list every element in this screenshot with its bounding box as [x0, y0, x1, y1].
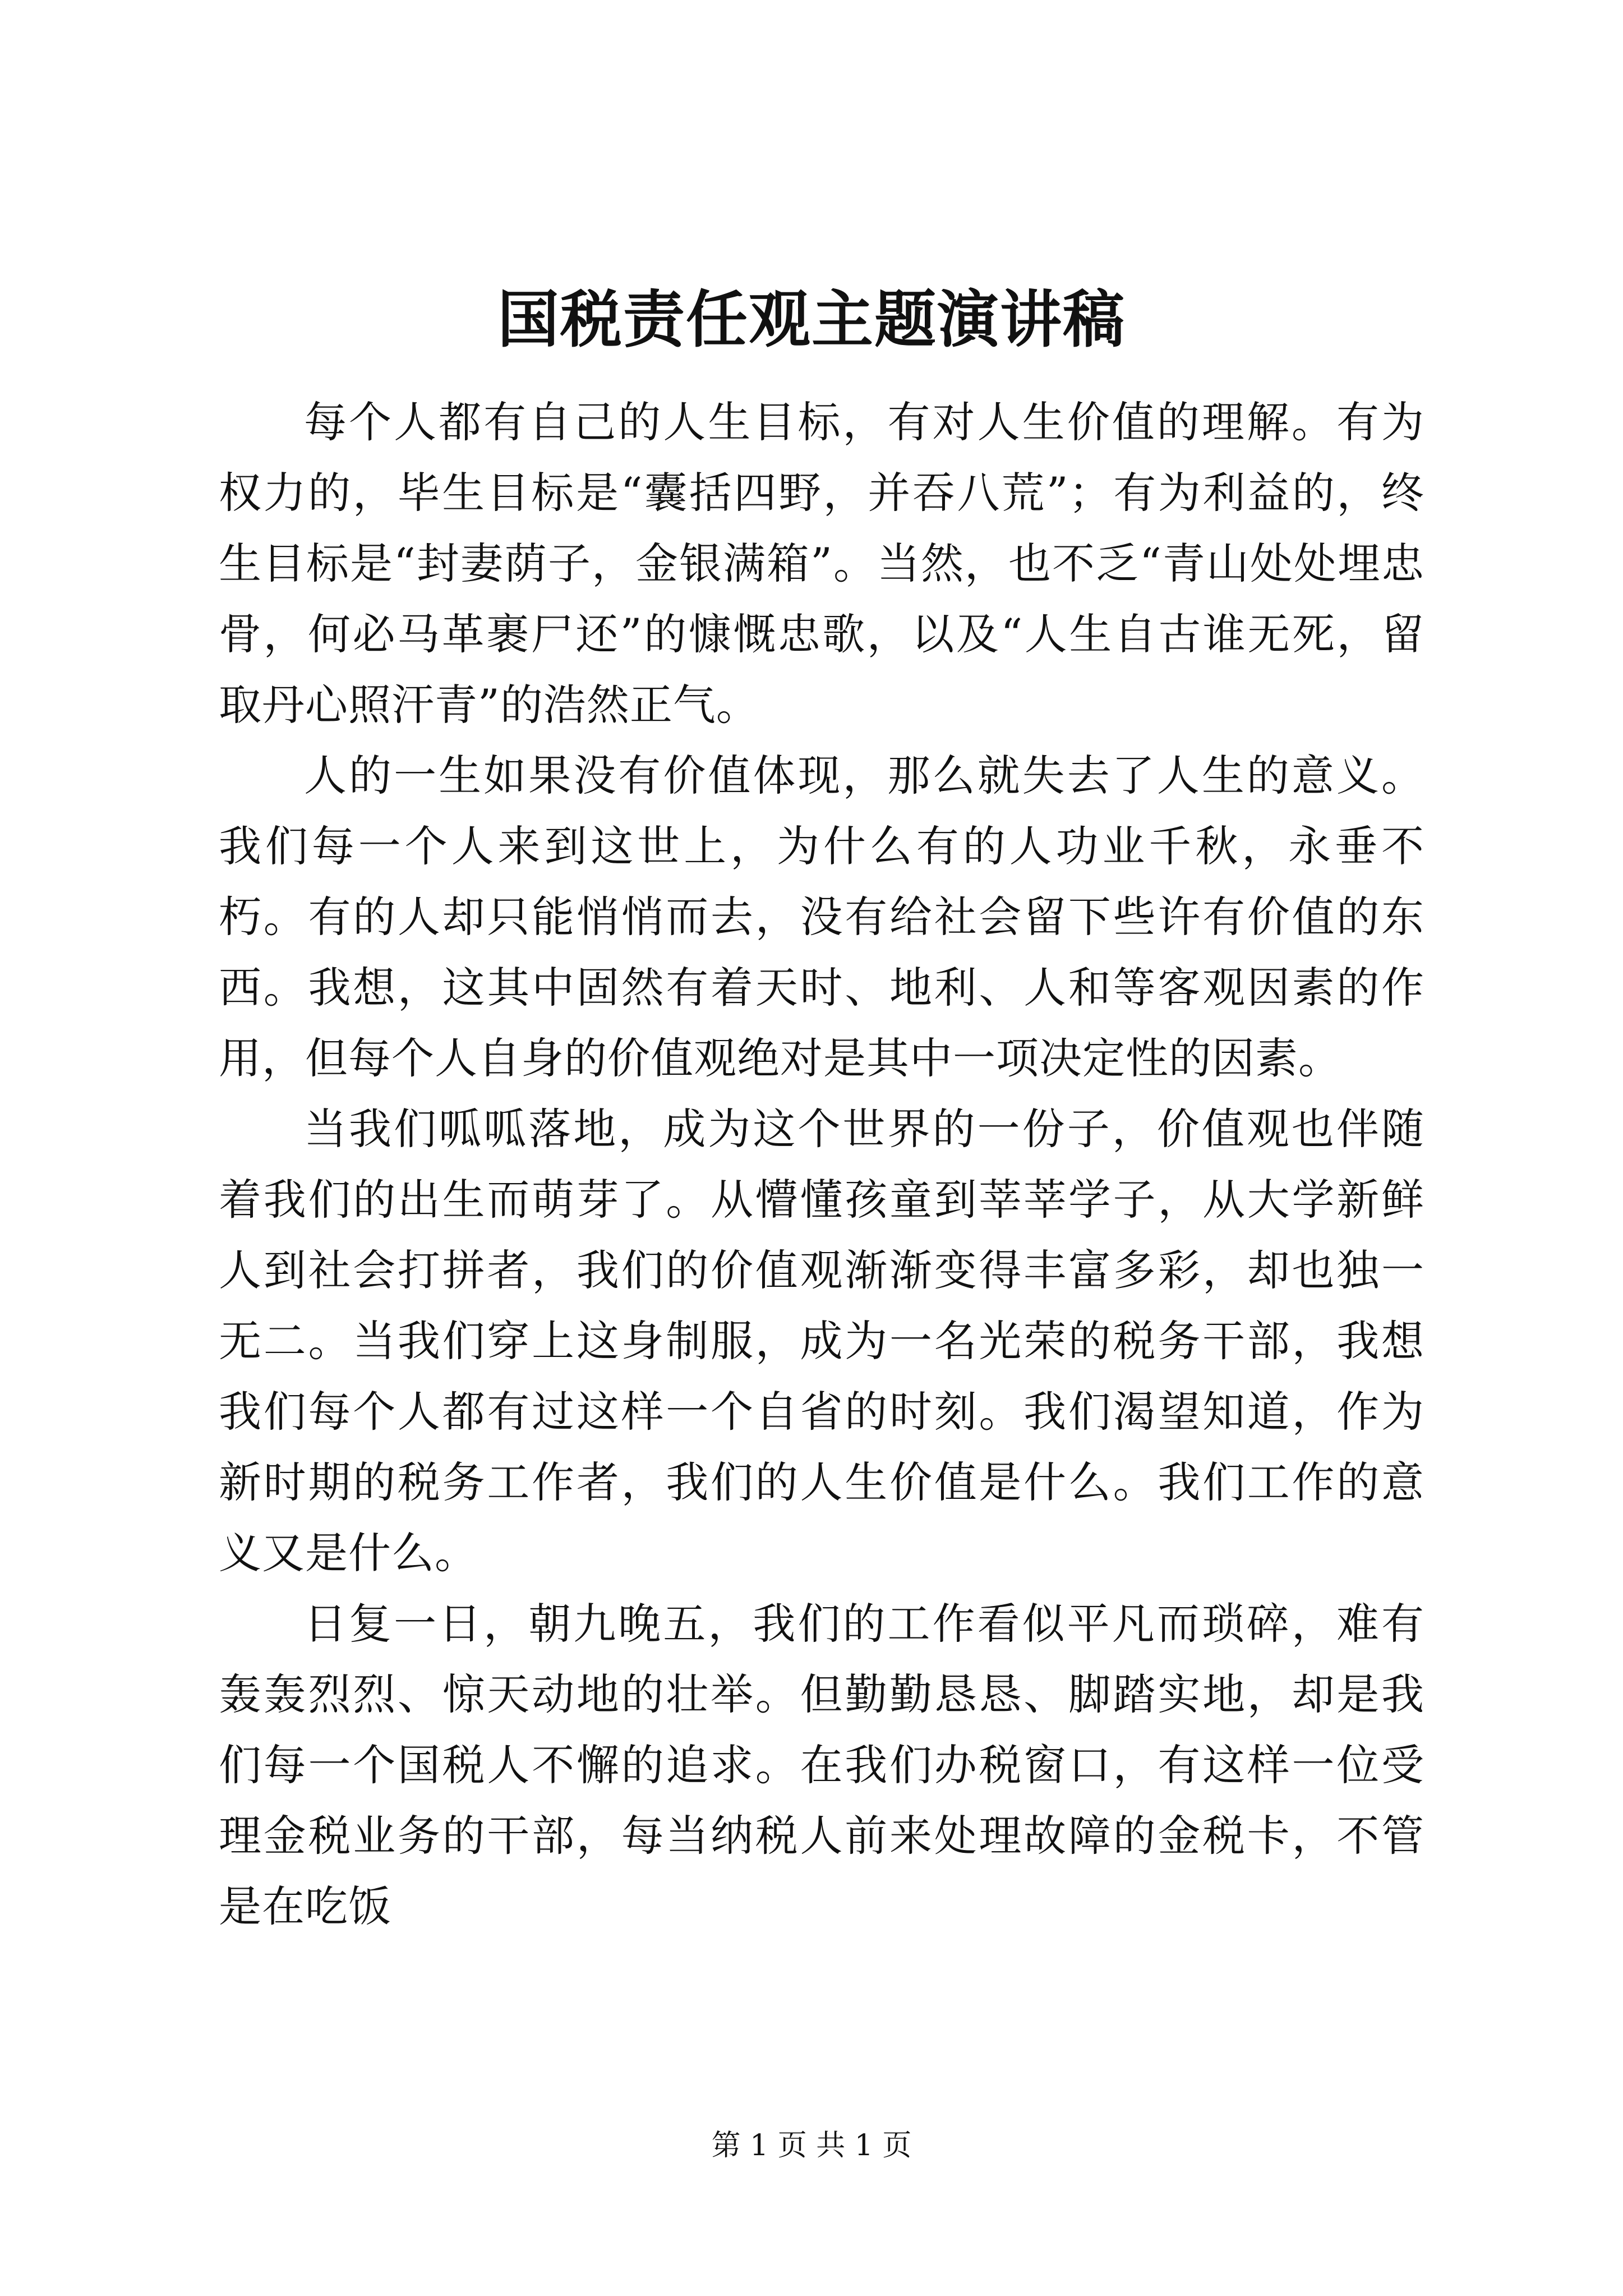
paragraph-3: 当我们呱呱落地，成为这个世界的一份子，价值观也伴随着我们的出生而萌芽了。从懵懂孩童到莘莘学子，从大学新鲜人到社会打拼者，我们的价值观渐渐变得丰富多彩，却也独一无二。当我们穿上这身制服，成为一名光荣的税务干部，我想我们每个人都有过这样一个自省的时刻。我们渴望知道，作为新时期的税务工作者，我们的人生价值是什么。我们工作的意义又是什么。: [219, 1104, 1424, 1578]
document-title: 国税责任观主题演讲稿: [497, 283, 1126, 356]
paragraph-1: 每个人都有自己的人生目标，有对人生价值的理解。有为权力的，毕生目标是“囊括四野，并吞八荒”；有为利益的，终生目标是“封妻荫子，金银满箱”。当然，也不乏“青山处处埋忠骨，何必马革裹尸还”的慷慨忠歌，以及“人生自古谁无死，留取丹心照汗青”的浩然正气。: [219, 397, 1424, 730]
paragraph-2: 人的一生如果没有价值体现，那么就失去了人生的意义。我们每一个人来到这世上，为什么有的人功业千秋，永垂不朽。有的人却只能悄悄而去，没有给社会留下些许有价值的东西。我想，这其中固然有着天时、地利、人和等客观因素的作用，但每个人自身的价值观绝对是其中一项决定性的因素。: [219, 751, 1424, 1083]
paragraph-4: 日复一日，朝九晚五，我们的工作看似平凡而琐碎，难有轰轰烈烈、惊天动地的壮举。但勤勤恳恳、脚踏实地，却是我们每一个国税人不懈的追求。在我们办税窗口，有这样一位受理金税业务的干部，每当纳税人前来处理故障的金税卡，不管是在吃饭: [219, 1599, 1424, 1931]
document-body: [219, 387, 1424, 1942]
page-footer: 第 1 页 共 1 页: [711, 2129, 912, 2162]
